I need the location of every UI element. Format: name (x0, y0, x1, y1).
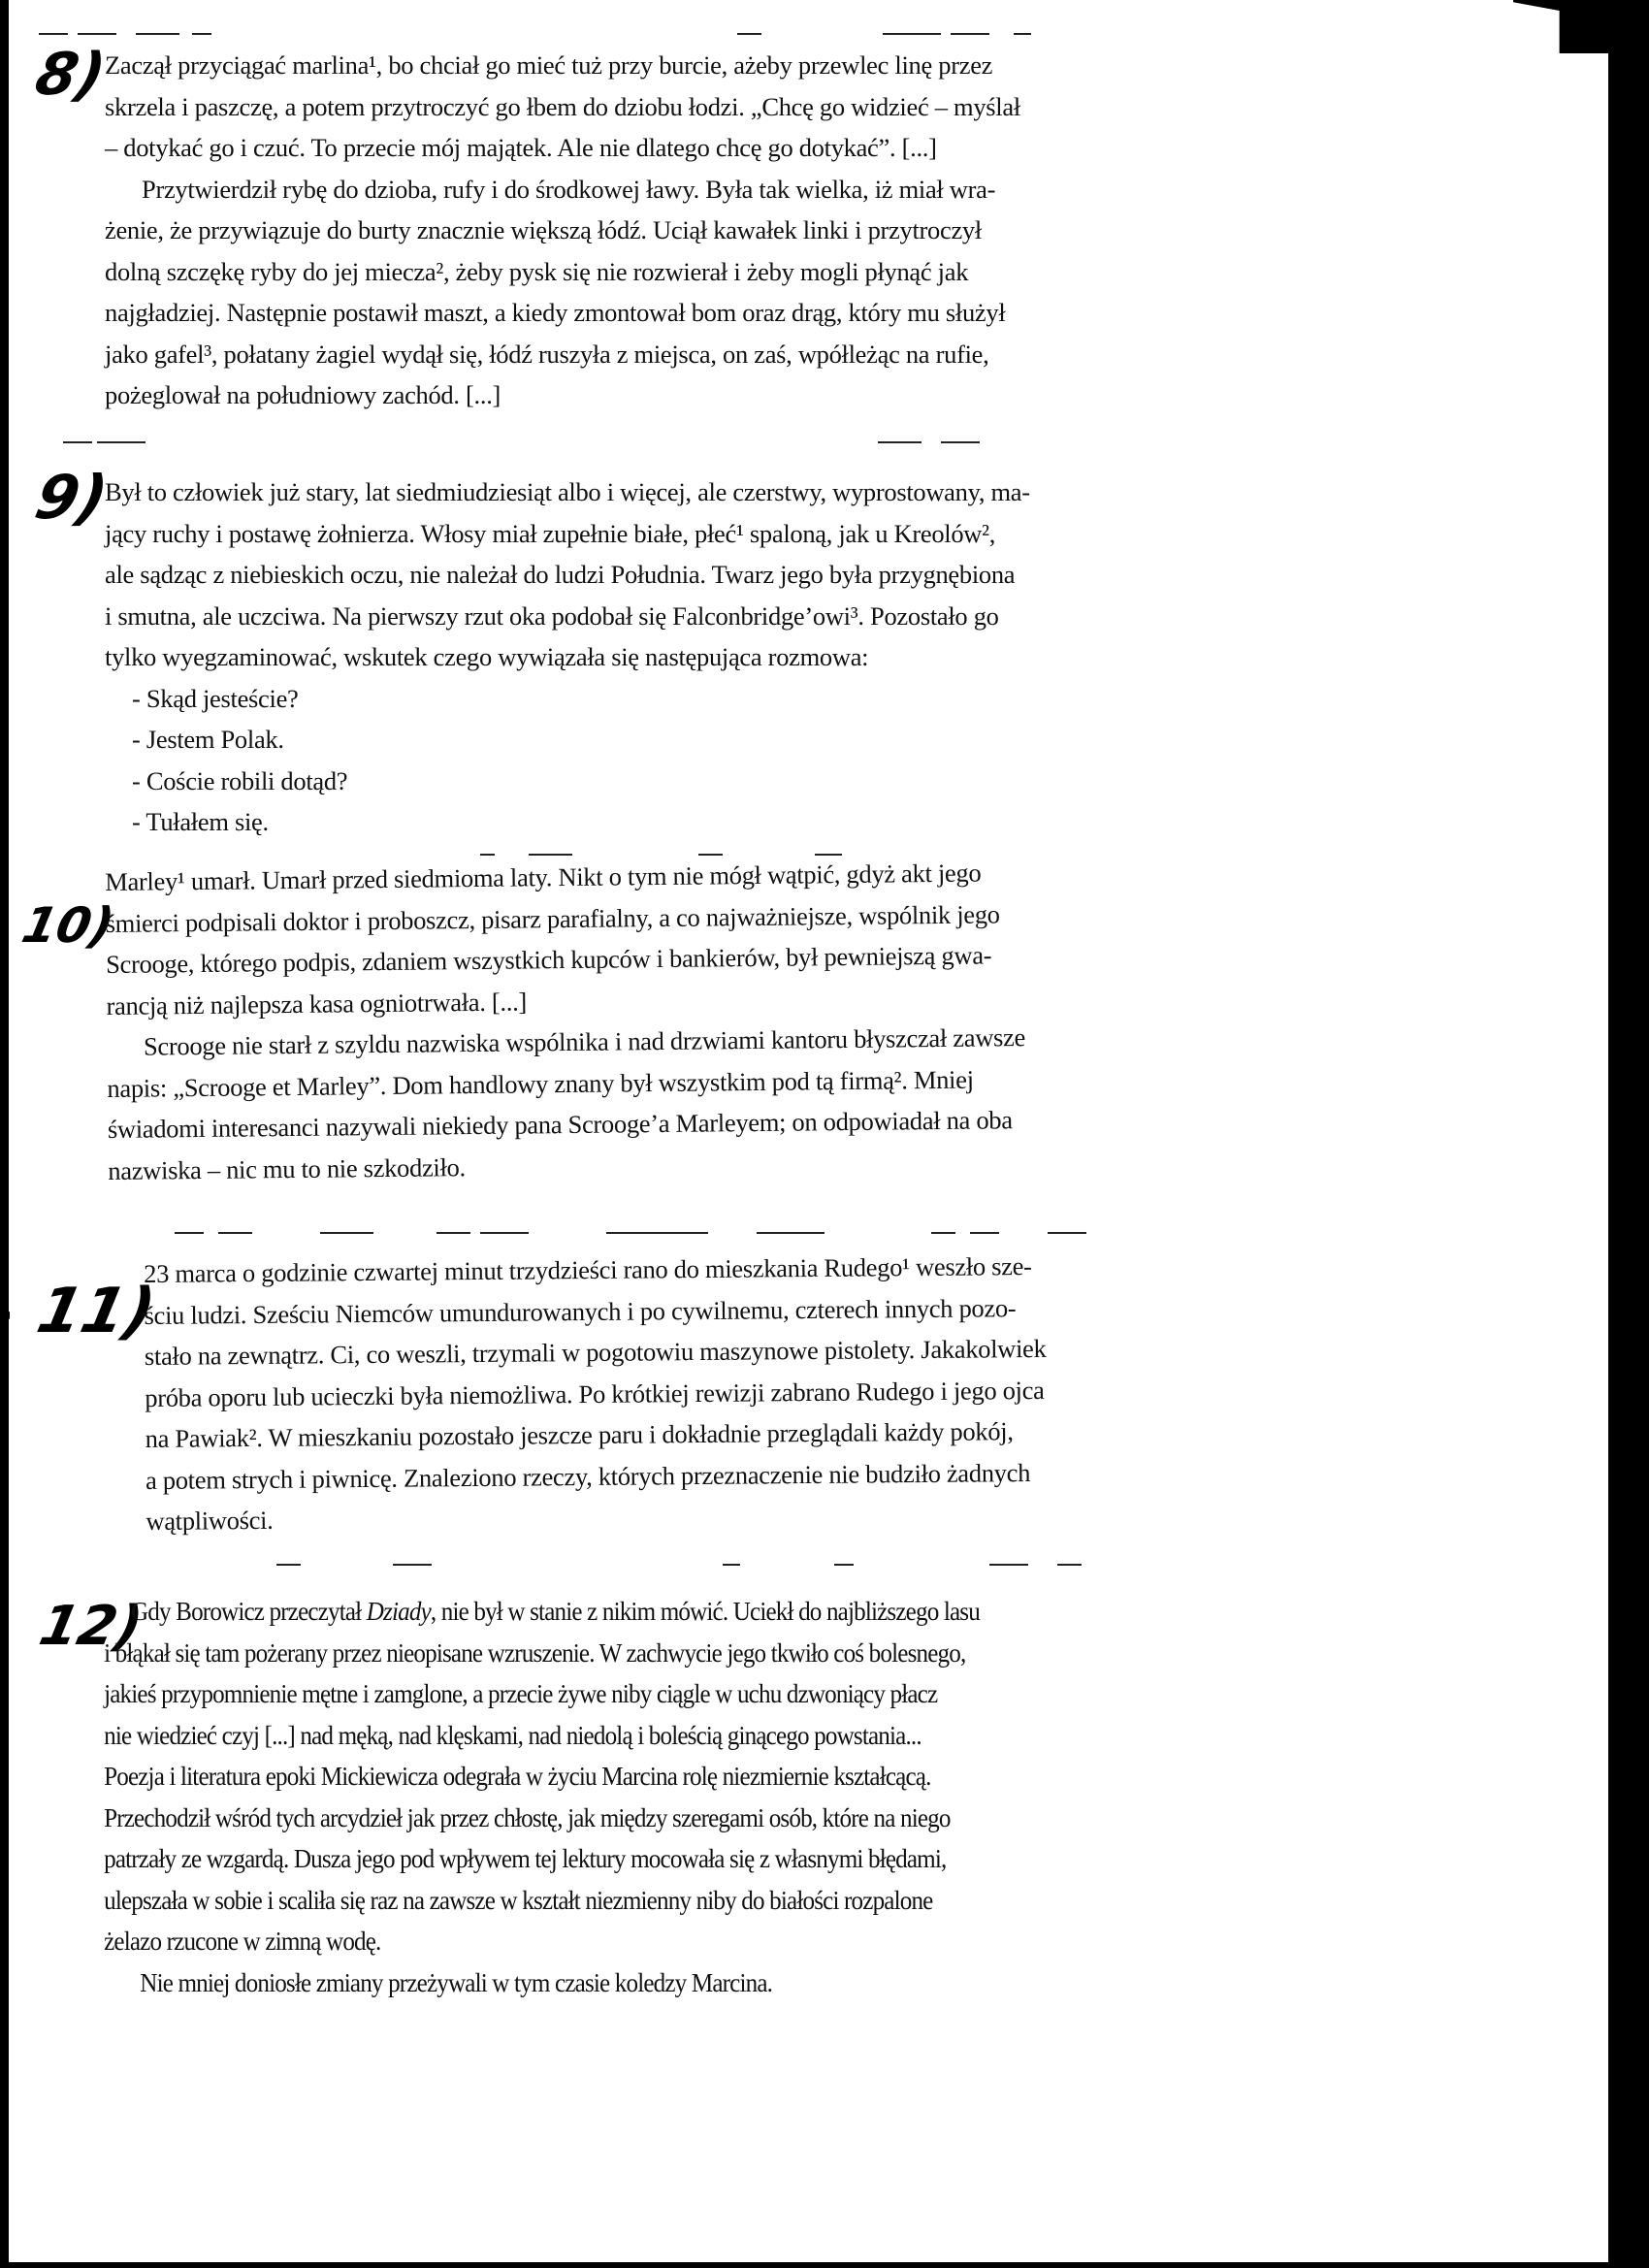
text-line: napis: „Scrooge et Marley”. Dom handlowy znany był wszystkim pod tą firmą². Mniej (107, 1064, 974, 1103)
text-line: Nie mniej doniosłe zmiany przeżywali w tym czasie koledzy Marcina. (140, 1967, 773, 1997)
passage-marker-8: 8) (29, 41, 112, 109)
dialog-list (105, 678, 1030, 843)
scan-border-top-right (1513, 0, 1649, 53)
passage-11 (144, 1246, 1048, 1542)
dialog-line: - Coście robili dotąd? (132, 765, 348, 795)
text-line: pożeglował na południowy zachód. [...] (105, 380, 501, 409)
passage-10 (105, 852, 1027, 1191)
paragraph (107, 1017, 1027, 1191)
scan-border-right (1608, 53, 1649, 2268)
paragraph (105, 471, 1030, 678)
text-line: jako gafel³, połatany żagiel wydął się, łódź ruszyła z miejsca, on zaś, wpółleżąc na rufie, (105, 339, 989, 369)
text-line: Przytwierdził rybę do dzioba, rufy i do środkowej ławy. Była tak wielka, iż miał wra- (142, 174, 996, 204)
paragraph (105, 45, 1020, 169)
paragraph (105, 169, 1020, 416)
passage-marker-10: 10) (16, 897, 119, 954)
text-line: stało na zewnątrz. Ci, co weszli, trzymali w pogotowiu maszynowe pistolety. Jakakolwiek (144, 1333, 1047, 1371)
text-line: Poezja i literatura epoki Mickiewicza odegrała w życiu Marcina rolę niezmiernie kształcącą. (104, 1762, 931, 1791)
paragraph (104, 1591, 980, 2003)
separator-8-9 (0, 441, 1261, 443)
text-line: żelazo rzucone w zimną wodę. (104, 1927, 381, 1956)
text-span: , nie był w stanie z nikim mówić. Uciekł do najbliższego lasu (430, 1597, 980, 1626)
paragraph (105, 852, 1025, 1026)
dialog-line: - Skąd jesteście? (132, 683, 299, 713)
separator-11-12 (0, 1564, 1261, 1566)
text-line: śmierci podpisali doktor i proboszcz, pisarz parafialny, a co najważniejsze, wspólnik jego (105, 898, 1000, 938)
text-line: ulepszała w sobie i scaliła się raz na zawsze w kształt niezmienny niby do białości rozpalone (104, 1885, 933, 1915)
text-span: Gdy Borowicz przeczytał (131, 1597, 367, 1626)
text-line: wątpliwości. (146, 1505, 274, 1536)
text-line: rancją niż najlepsza kasa ogniotrwała. [...] (106, 986, 528, 1021)
text-line: nie wiedzieć czyj [...] nad męką, nad klęskami, nad niedolą i boleścią ginącego powstania... (104, 1720, 922, 1750)
text-line: – dotykać go i czuć. To przecie mój majątek. Ale nie dlatego chcę go dotykać”. [...] (105, 133, 937, 162)
paragraph (144, 1246, 1048, 1542)
passage-marker-12: 12) (34, 1595, 148, 1658)
text-line: tylko wyegzaminować, wskutek czego wywiązała się następująca rozmowa: (105, 642, 869, 671)
text-line: świadomi interesanci nazywali niekiedy pana Scrooge’a Marleyem; on odpowiadał na oba (107, 1105, 1013, 1144)
text-line: i smutna, ale uczciwa. Na pierwszy rzut oka podobał się Falconbridge’owi³. Pozostało go (105, 600, 999, 631)
text-line: Scrooge, którego podpis, zdaniem wszystkich kupców i bankierów, był pewniejszą gwa- (105, 940, 992, 979)
text-line: najgładziej. Następnie postawił maszt, a kiedy zmontował bom oraz drąg, który mu służył (105, 298, 1006, 327)
separator-10-11 (0, 1232, 1261, 1234)
text-line: a potem strych i piwnicę. Znaleziono rzeczy, których przeznaczenie nie budziło żadnych (145, 1457, 1031, 1495)
dialog-line: - Jestem Polak. (132, 725, 284, 754)
text-line: na Pawiak². W mieszkaniu pozostało jeszcze paru i dokładnie przeglądali każdy pokój, (145, 1416, 1014, 1453)
text-line: jący ruchy i postawę żołnierza. Włosy miał zupełnie białe, płeć¹ spaloną, jak u Kreolów², (105, 518, 996, 548)
text-line: Scrooge nie starł z szyldu nazwiska wspólnika i nad drzwiami kantoru błyszczał zawsze (143, 1022, 1026, 1061)
text-line: ale sądząc z niebieskich oczu, nie należał do ludzi Południa. Twarz jego była przygnębiona (105, 560, 1016, 589)
text-line: próba oporu lub ucieczki była niemożliwa. Po krótkiej rewizji zabrano Rudego i jego ojca (145, 1375, 1045, 1412)
scan-border-bottom (0, 2262, 1649, 2268)
text-line: ściu ludzi. Sześciu Niemców umundurowanych i po cywilnemu, czterech innych pozo- (144, 1292, 1017, 1330)
separator-top (0, 33, 1261, 35)
passage-12 (104, 1591, 1044, 2003)
text-line: patrzały ze wzgardą. Dusza jego pod wpływem tej lektury mocowała się z własnymi błędami, (104, 1844, 947, 1873)
passage-8 (105, 45, 1020, 416)
text-line: Był to człowiek już stary, lat siedmiudziesiąt albo i więcej, ale czerstwy, wyprostowany, ma- (105, 477, 1030, 506)
text-line: jakieś przypomnienie mętne i zamglone, a przecie żywe niby ciągle w uchu dzwoniący płacz (104, 1679, 938, 1708)
margin-arrow-icon: ◂ (2, 1307, 11, 1323)
passage-9 (105, 471, 1030, 843)
dialog-line: - Tułałem się. (132, 807, 269, 836)
text-line (131, 1591, 980, 1633)
text-line: Przechodził wśród tych arcydzieł jak przez chłostę, jak między szeregami osób, które na niego (104, 1802, 951, 1832)
scan-border-left (0, 0, 9, 2268)
text-line: 23 marca o godzinie czwartej minut trzydzieści rano do mieszkania Rudego¹ weszło sze- (144, 1251, 1032, 1288)
text-line: żenie, że przywiązuje do burty znacznie większą łódź. Uciął kawałek linki i przytroczył (105, 215, 982, 244)
text-line: i błąkał się tam pożerany przez nieopisane wzruszenie. W zachwycie jego tkwiło coś bolesnego, (104, 1637, 966, 1668)
text-line: nazwiska – nic mu to nie szkodziło. (108, 1151, 466, 1185)
passage-marker-9: 9) (29, 462, 114, 533)
text-line: Zaczął przyciągać marlina¹, bo chciał go mieć tuż przy burcie, ażeby przewlec linę przez (105, 50, 993, 80)
text-line: Marley¹ umarł. Umarł przed siedmioma laty. Nikt o tym nie mógł wątpić, gdyż akt jego (105, 858, 982, 896)
passage-marker-11: 11) (31, 1276, 162, 1347)
text-line: dolną szczękę ryby do jej miecza², żeby pysk się nie rozwierał i żeby mogli płynąć jak (105, 256, 969, 286)
book-title: Dziady (366, 1597, 431, 1626)
text-line: skrzela i paszczę, a potem przytroczyć go łbem do dziobu łodzi. „Chcę go widzieć – myślał (105, 91, 1020, 121)
